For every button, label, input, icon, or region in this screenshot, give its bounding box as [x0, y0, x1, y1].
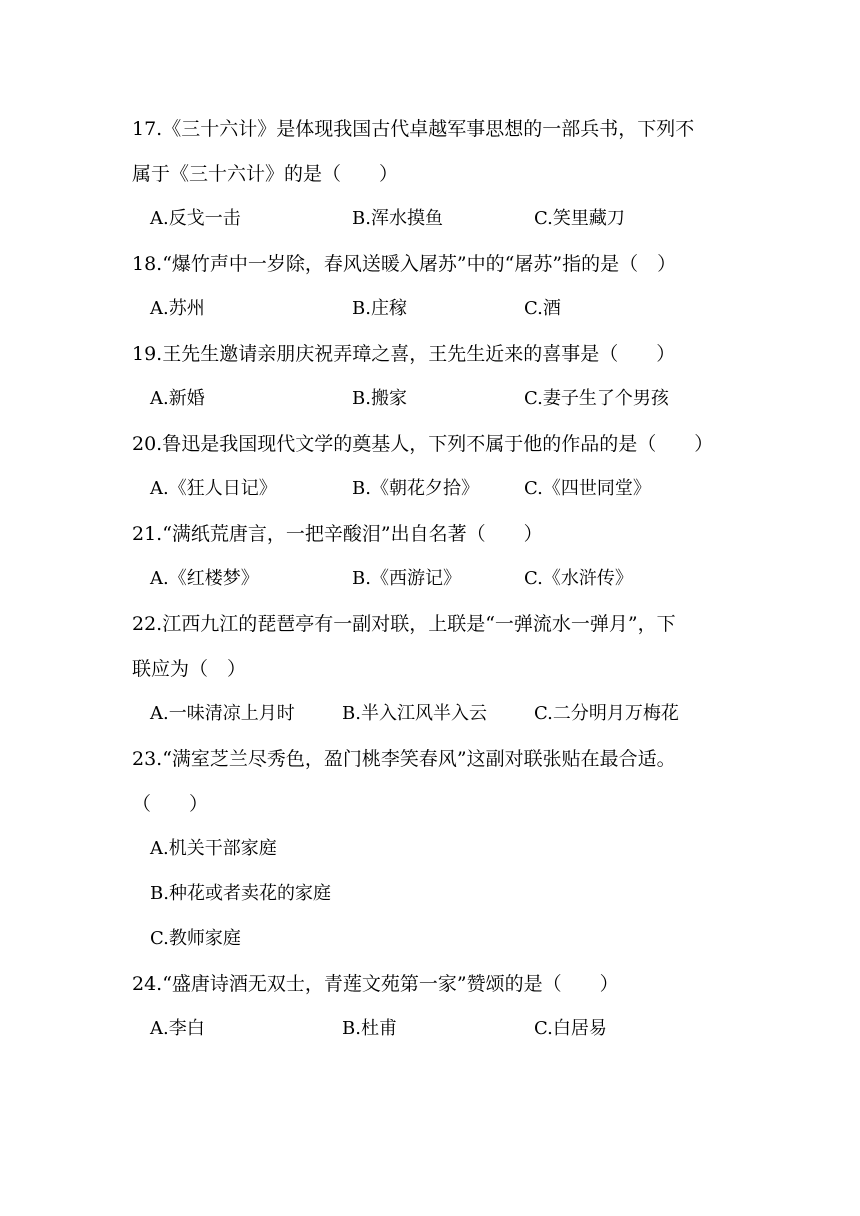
question-23-option-a: A.机关干部家庭 [150, 838, 277, 859]
question-20-option-b: B.《朝花夕拾》 [352, 478, 479, 499]
question-21-option-c: C.《水浒传》 [524, 568, 633, 589]
question-17-line-2: 属于《三十六计》的是（ ） [132, 163, 399, 185]
question-17-option-c: C.笑里藏刀 [534, 208, 625, 229]
question-18-option-a: A.苏州 [150, 298, 205, 319]
question-19-option-c: C.妻子生了个男孩 [524, 388, 669, 409]
question-20-line-1: 20.鲁迅是我国现代文学的奠基人，下列不属于他的作品的是（ ） [132, 433, 714, 455]
question-24-option-c: C.白居易 [534, 1018, 607, 1039]
question-19-option-a: A.新婚 [150, 388, 205, 409]
question-18-option-b: B.庄稼 [352, 298, 407, 319]
question-19-line-1: 19.王先生邀请亲朋庆祝弄璋之喜，王先生近来的喜事是（ ） [132, 343, 676, 365]
question-20-option-a: A.《狂人日记》 [150, 478, 277, 499]
question-21-option-a: A.《红楼梦》 [150, 568, 259, 589]
question-22-option-a: A.一味清凉上月时 [150, 703, 295, 724]
question-17-option-b: B.浑水摸鱼 [352, 208, 443, 229]
question-24-line-1: 24.“盛唐诗酒无双士，青莲文苑第一家”赞颂的是（ ） [132, 973, 619, 995]
question-22-option-c: C.二分明月万梅花 [534, 703, 679, 724]
question-24-option-b: B.杜甫 [342, 1018, 397, 1039]
question-21-line-1: 21.“满纸荒唐言，一把辛酸泪”出自名著（ ） [132, 523, 543, 545]
question-20-option-c: C.《四世同堂》 [524, 478, 651, 499]
question-18-line-1: 18.“爆竹声中一岁除，春风送暖入屠苏”中的“屠苏”指的是（ ） [132, 253, 677, 275]
question-23-line-1: 23.“满室芝兰尽秀色，盈门桃李笑春风”这副对联张贴在最合适。 [132, 748, 676, 770]
question-22-line-1: 22.江西九江的琵琶亭有一副对联，上联是“一弹流水一弹月”，下 [132, 613, 676, 635]
question-23-option-b: B.种花或者卖花的家庭 [150, 883, 331, 904]
question-18-option-c: C.酒 [524, 298, 561, 319]
question-17-line-1: 17.《三十六计》是体现我国古代卓越军事思想的一部兵书，下列不 [132, 118, 695, 140]
question-23-line-2: （ ） [132, 793, 209, 815]
question-17-option-a: A.反戈一击 [150, 208, 241, 229]
question-19-option-b: B.搬家 [352, 388, 407, 409]
question-22-option-b: B.半入江风半入云 [342, 703, 487, 724]
question-24-option-a: A.李白 [150, 1018, 205, 1039]
question-23-option-c: C.教师家庭 [150, 928, 241, 949]
question-21-option-b: B.《西游记》 [352, 568, 461, 589]
question-22-line-2: 联应为（ ） [132, 658, 247, 680]
